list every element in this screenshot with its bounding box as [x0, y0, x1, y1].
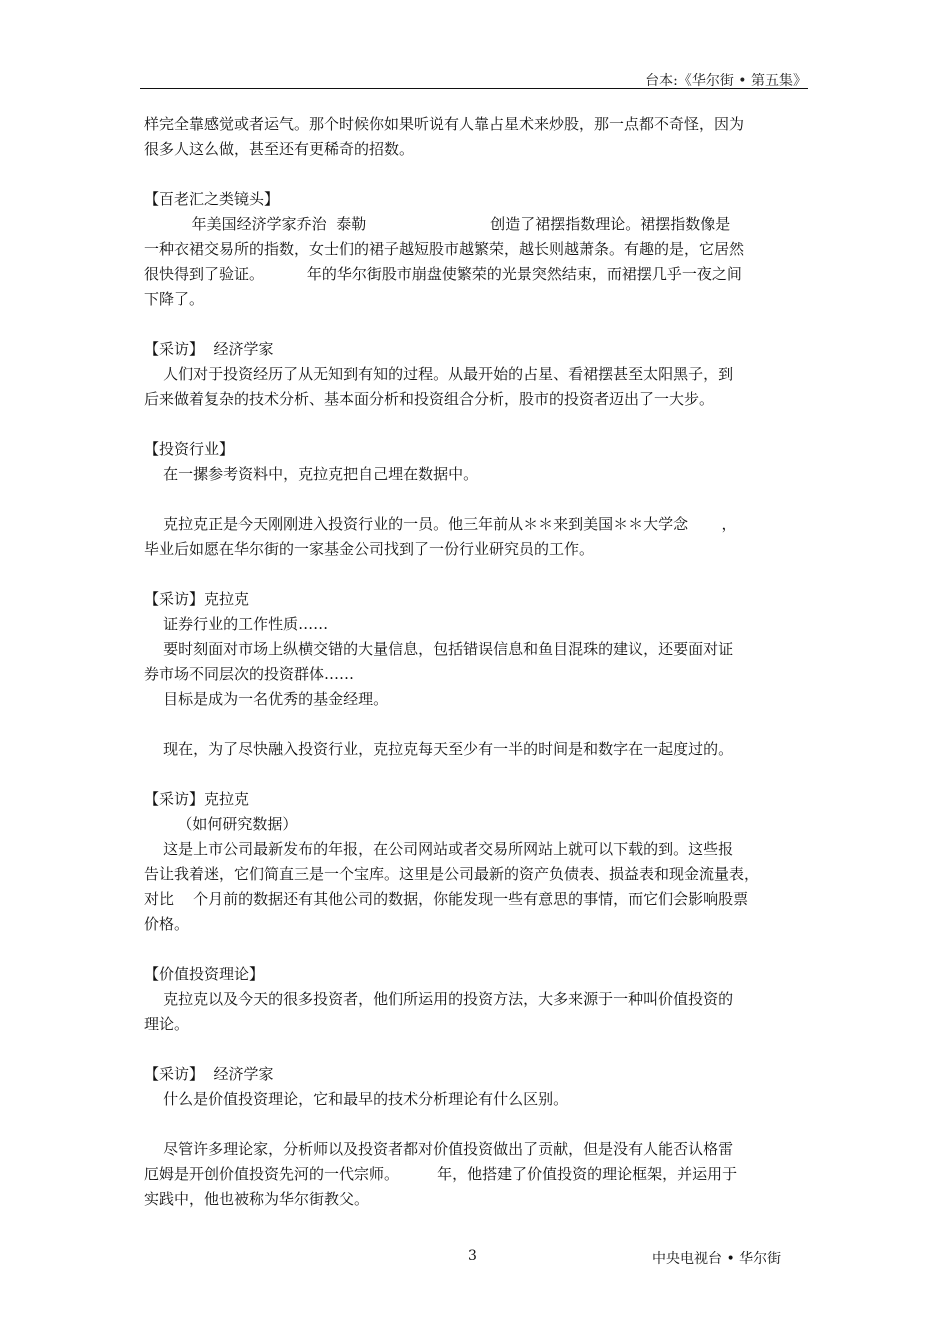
text-line: 在一摞参考资料中，克拉克把自己埋在数据中。	[144, 465, 479, 483]
text-line: 克拉克以及今天的很多投资者，他们所运用的投资方法，大多来源于一种叫价值投资的	[144, 990, 734, 1008]
text-line: 厄姆是开创价值投资先河的一代宗师。 年，他搭建了价值投资的理论框架，并运用于	[144, 1165, 738, 1183]
text-line: 下降了。	[144, 290, 205, 308]
text-line: 样完全靠感觉或者运气。那个时候你如果听说有人靠占星术来炒股，那一点都不奇怪，因为	[144, 115, 745, 133]
text-line: 价格。	[144, 915, 190, 933]
blank-line	[144, 312, 808, 337]
text-line: 人们对于投资经历了从无知到有知的过程。从最开始的占星、看裙摆甚至太阳黑子，到	[144, 365, 734, 383]
text-line: 券市场不同层次的投资群体……	[144, 665, 355, 683]
text-line: 很多人这么做，甚至还有更稀奇的招数。	[144, 140, 415, 158]
text-line: 很快得到了验证。 年的华尔街股市崩盘使繁荣的光景突然结束，而裙摆几乎一夜之间	[144, 265, 742, 283]
text-line: 告让我着迷，它们简直三是一个宝库。这里是公司最新的资产负债表、损益表和现金流量表，	[144, 865, 760, 883]
section-heading: 【采访】克拉克	[144, 590, 250, 608]
text-line: 对比 个月前的数据还有其他公司的数据，你能发现一些有意思的事情，而它们会影响股票	[144, 890, 749, 908]
section-heading: 【价值投资理论】	[144, 965, 265, 983]
footer-brand: 中央电视台 • 华尔街	[652, 1251, 782, 1267]
blank-line	[144, 412, 808, 437]
section-heading: 【百老汇之类镜头】	[144, 190, 280, 208]
section-heading: 【投资行业】	[144, 440, 235, 458]
text-line: 这是上市公司最新发布的年报，在公司网站或者交易所网站上就可以下载的到。这些报	[144, 840, 734, 858]
blank-line	[144, 937, 808, 962]
section-heading: 【采访】 经济学家	[144, 1065, 274, 1083]
section-heading: 【采访】克拉克	[144, 790, 250, 808]
text-line: （如何研究数据）	[144, 815, 298, 833]
text-line: 一种衣裙交易所的指数，女士们的裙子越短股市越繁荣，越长则越萧条。有趣的是，它居然	[144, 240, 745, 258]
text-line: 后来做着复杂的技术分析、基本面分析和投资组合分析，股市的投资者迈出了一大步。	[144, 390, 715, 408]
blank-line	[144, 762, 808, 787]
document-header-title: 台本:《华尔街 • 第五集》	[645, 73, 807, 89]
blank-line	[144, 562, 808, 587]
text-line: 现在，为了尽快融入投资行业，克拉克每天至少有一半的时间是和数字在一起度过的。	[144, 740, 734, 758]
text-line: 尽管许多理论家，分析师以及投资者都对价值投资做出了贡献，但是没有人能否认格雷	[144, 1140, 734, 1158]
text-line: 实践中，他也被称为华尔街教父。	[144, 1190, 370, 1208]
text-line: 要时刻面对市场上纵横交错的大量信息，包括错误信息和鱼目混珠的建议，还要面对证	[144, 640, 734, 658]
blank-line	[144, 487, 808, 512]
blank-line	[144, 1112, 808, 1137]
script-body	[144, 112, 808, 1212]
section-heading: 【采访】 经济学家	[144, 340, 274, 358]
page-number: 3	[468, 1248, 477, 1264]
text-line: 毕业后如愿在华尔街的一家基金公司找到了一份行业研究员的工作。	[144, 540, 595, 558]
text-line: 年美国经济学家乔治 泰勒 创造了裙摆指数理论。裙摆指数像是	[144, 215, 731, 233]
text-line: 证券行业的工作性质……	[144, 615, 329, 633]
blank-line	[144, 1037, 808, 1062]
text-line: 克拉克正是今天刚刚进入投资行业的一员。他三年前从＊＊来到美国＊＊大学念 ，	[144, 515, 737, 533]
blank-line	[144, 712, 808, 737]
blank-line	[144, 162, 808, 187]
text-line: 目标是成为一名优秀的基金经理。	[144, 690, 389, 708]
text-line: 理论。	[144, 1015, 190, 1033]
text-line: 什么是价值投资理论，它和最早的技术分析理论有什么区别。	[144, 1090, 569, 1108]
header-divider	[140, 88, 808, 89]
